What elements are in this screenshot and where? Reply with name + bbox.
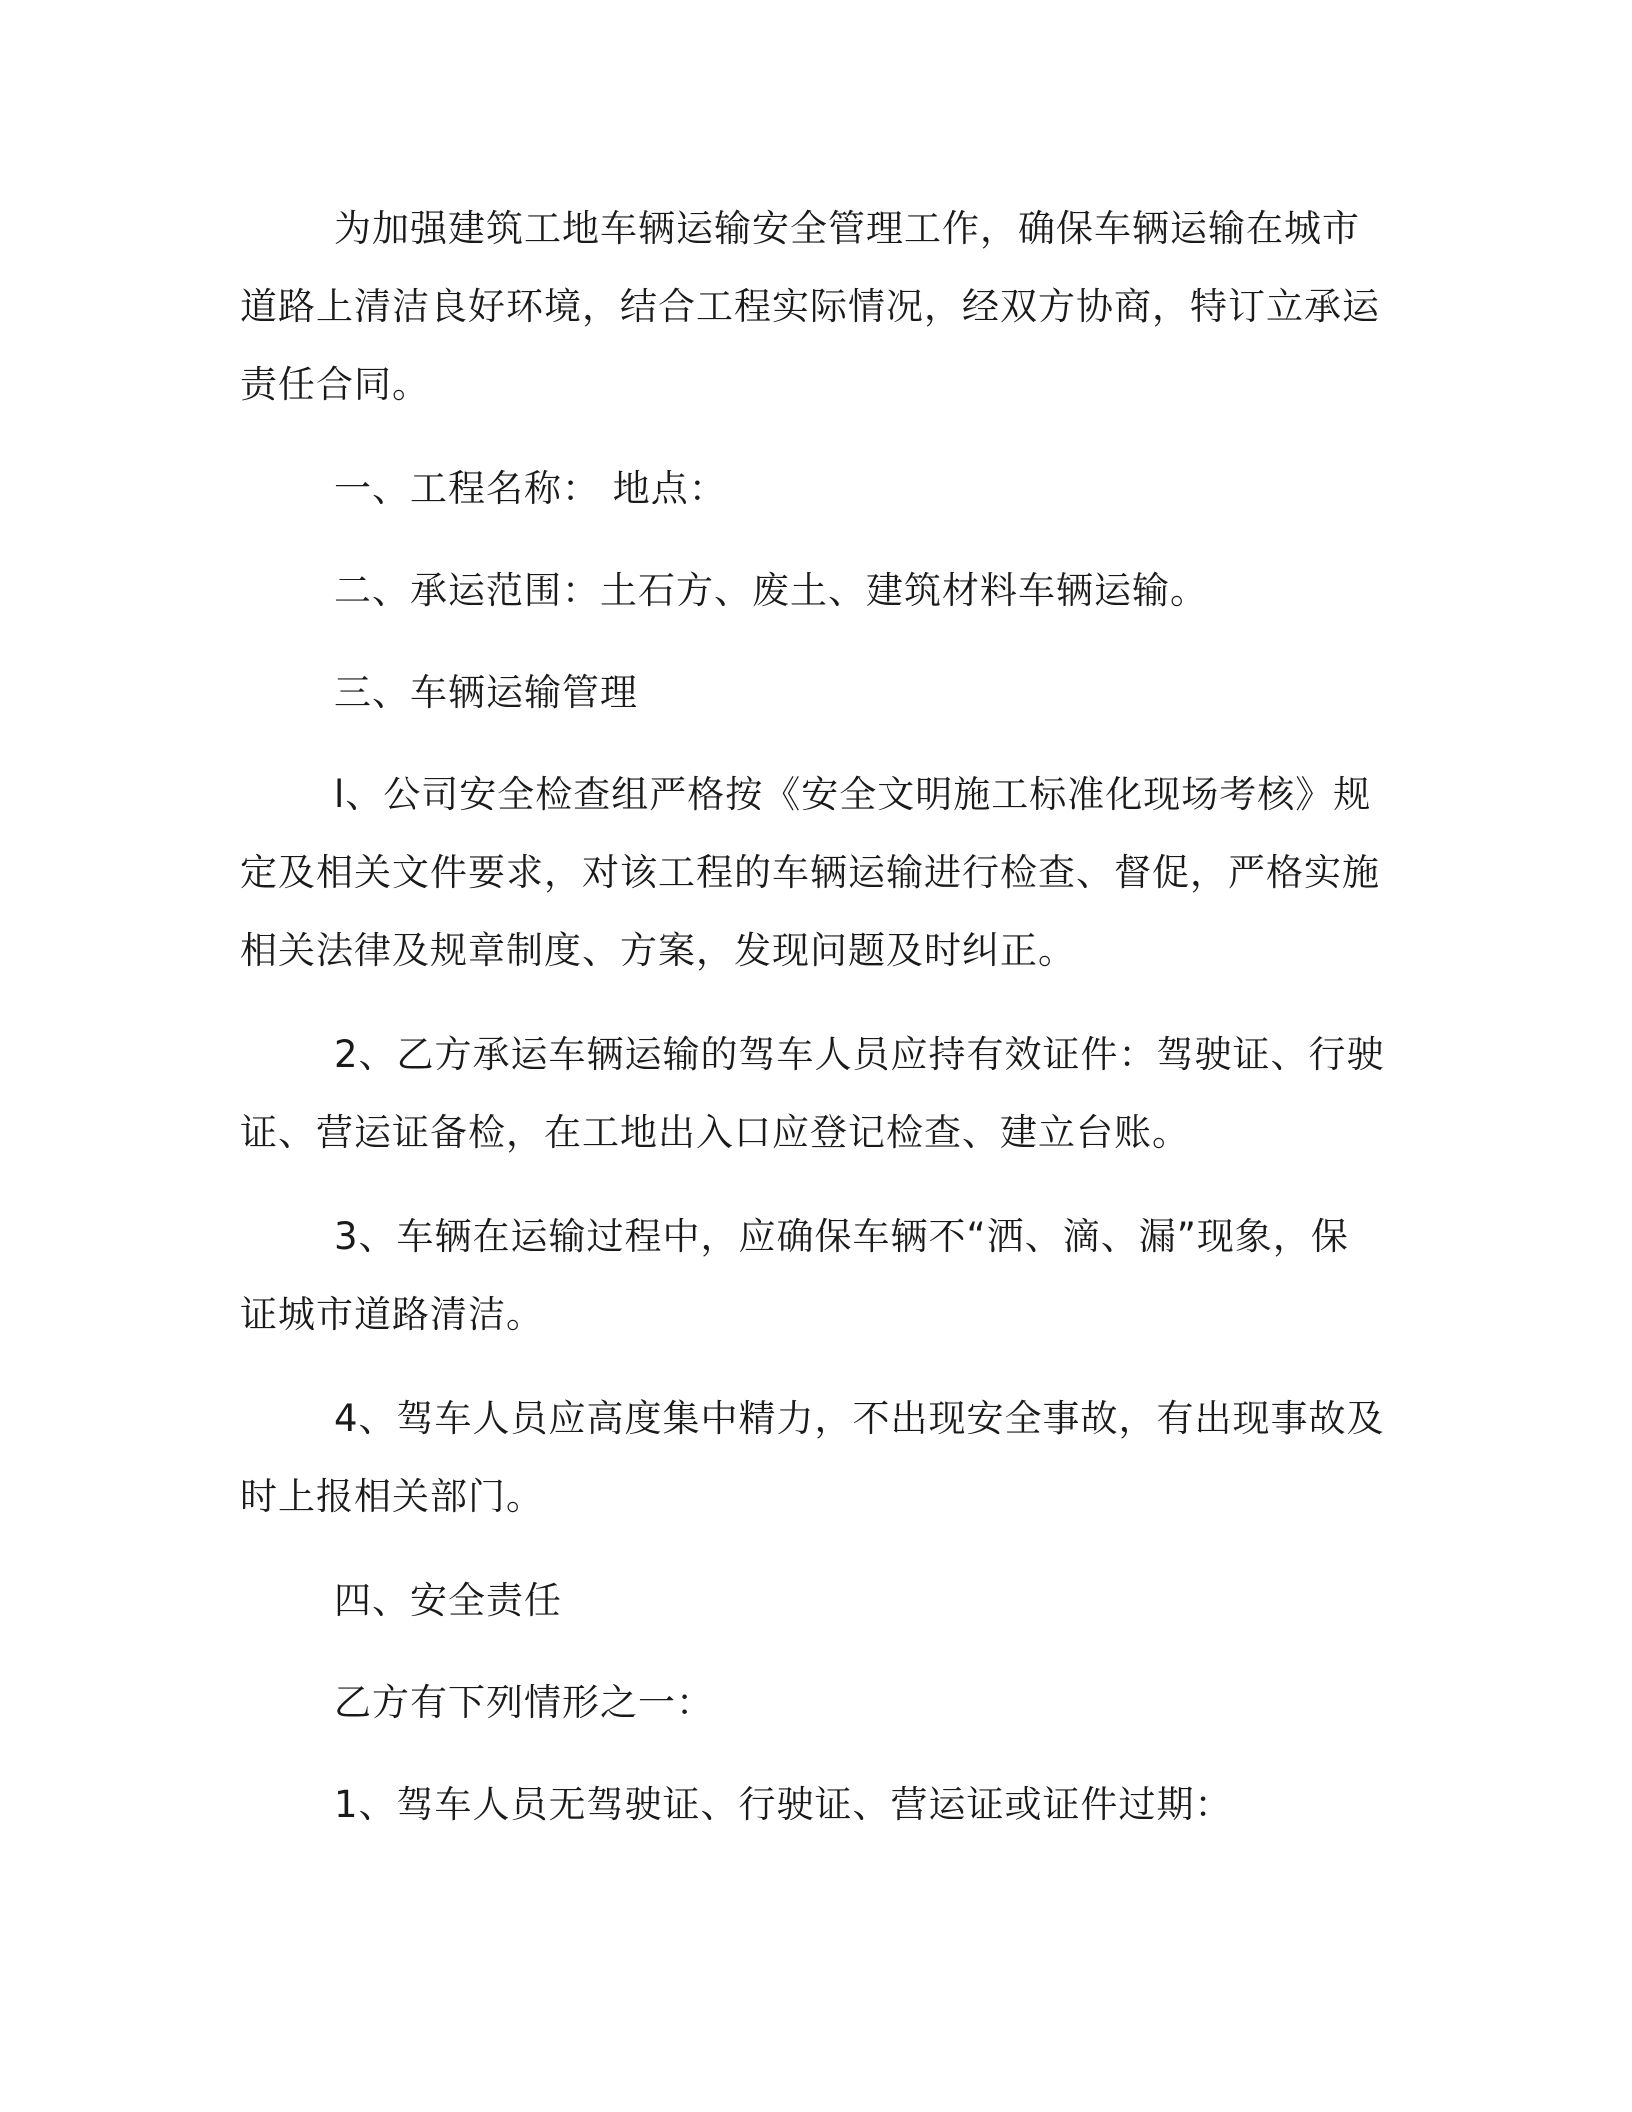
paragraph-spacer [240, 1640, 1385, 1664]
paragraph-scope: 二、承运范围：土石方、废土、建筑材料车辆运输。 [334, 569, 1208, 612]
section-heading-safety-responsibility: 四、安全责任 [334, 1579, 562, 1622]
paragraph-project-name: 一、工程名称： 地点： [334, 467, 727, 510]
section-heading-vehicle-management: 三、车辆运输管理 [334, 671, 638, 714]
paragraph-conditions-intro: 乙方有下列情形之一： [334, 1681, 714, 1724]
paragraph-spacer [240, 1742, 1385, 1766]
paragraph-intro: 为加强建筑工地车辆运输安全管理工作，确保车辆运输在城市道路上清洁良好环境，结合工程实际情况，经双方协商，特订立承运责任合同。 [240, 207, 1380, 406]
paragraph-item-4: 4、驾车人员应高度集中精力，不出现安全事故，有出现事故及时上报相关部门。 [240, 1397, 1385, 1518]
paragraph-spacer [240, 528, 1385, 552]
paragraph-spacer [240, 424, 1385, 450]
paragraph-spacer [240, 1354, 1385, 1380]
paragraph-condition-1: 1、驾车人员无驾驶证、行驶证、营运证或证件过期： [334, 1783, 1233, 1826]
paragraph-item-1: l、公司安全检查组严格按《安全文明施工标准化现场考核》规定及相关文件要求，对该工程的车辆运输进行检查、督促，严格实施相关法律及规章制度、方案，发现问题及时纠正。 [240, 773, 1380, 972]
document-body [240, 190, 1385, 1844]
paragraph-spacer [240, 1172, 1385, 1198]
paragraph-item-2: 2、乙方承运车辆运输的驾车人员应持有效证件：驾驶证、行驶证、营运证备检，在工地出入口应登记检查、建立台账。 [240, 1033, 1385, 1154]
paragraph-spacer [240, 630, 1385, 654]
paragraph-item-3: 3、车辆在运输过程中，应确保车辆不“洒、滴、漏”现象，保证城市道路清洁。 [240, 1215, 1349, 1336]
paragraph-spacer [240, 990, 1385, 1016]
paragraph-spacer [240, 732, 1385, 756]
paragraph-spacer [240, 1536, 1385, 1562]
